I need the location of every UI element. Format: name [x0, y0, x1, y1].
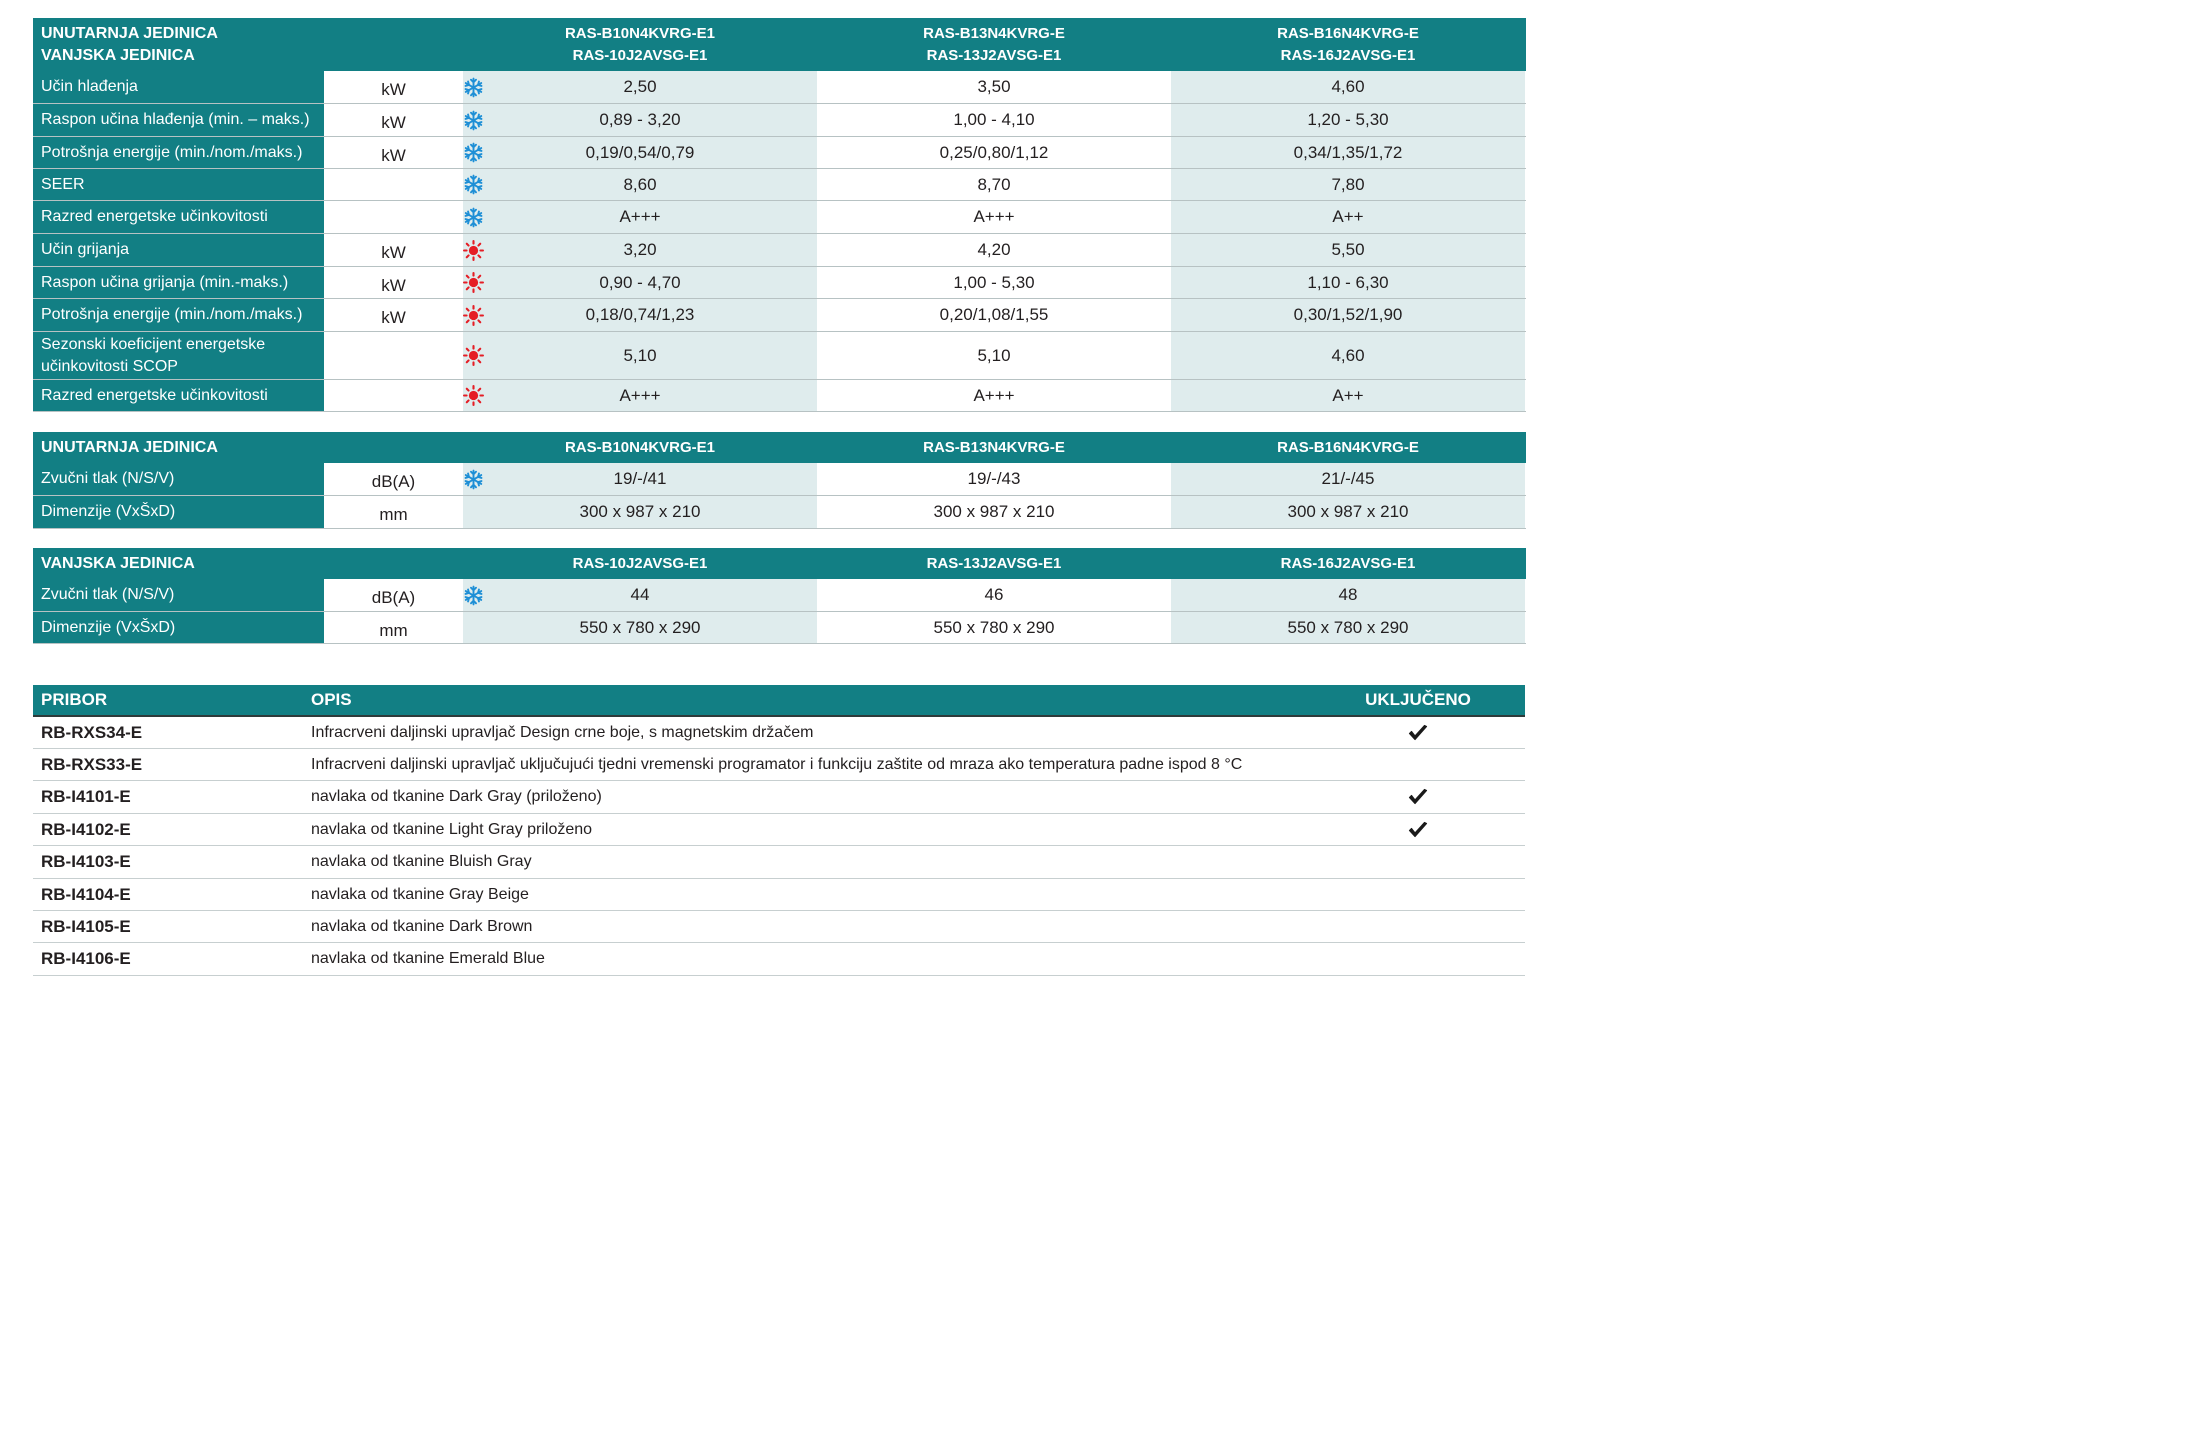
- spec-table-indoor: [33, 432, 1526, 529]
- spec-label: Dimenzije (VxŠxD): [33, 496, 324, 528]
- snowflake-icon: [463, 142, 484, 163]
- checkmark-icon: [1408, 724, 1428, 742]
- accessory-row: [33, 846, 1525, 879]
- spec-value: 0,25/0,80/1,12: [817, 137, 1171, 168]
- checkmark-icon: [1408, 821, 1428, 839]
- model-indoor: RAS-B13N4KVRG-E: [923, 24, 1065, 42]
- model-column-2: RAS-B13N4KVRG-E: [923, 438, 1065, 456]
- accessory-description: navlaka od tkanine Emerald Blue: [311, 950, 545, 967]
- model-column-3: [1171, 18, 1525, 71]
- spec-row: [33, 201, 1526, 234]
- spec-label: [33, 332, 324, 379]
- accessory-description: navlaka od tkanine Gray Beige: [311, 885, 529, 903]
- spec-unit: kW: [381, 145, 406, 165]
- spec-unit: kW: [381, 308, 406, 327]
- model-column-2: [817, 18, 1171, 71]
- accessory-code: RB-I4106-E: [41, 949, 131, 968]
- spec-value: 46: [817, 579, 1171, 611]
- model-column-2: RAS-13J2AVSG-E1: [926, 554, 1062, 572]
- spec-table-main-header: [33, 18, 1526, 71]
- checkmark-icon: [1408, 788, 1428, 806]
- spec-value: 44: [463, 579, 817, 611]
- spec-row: [33, 332, 1526, 380]
- spec-table-main: [33, 18, 1526, 412]
- spec-value: 0,89 - 3,20: [463, 104, 817, 136]
- spec-value: 0,19/0,54/0,79: [463, 137, 817, 168]
- snowflake-icon: [463, 469, 484, 490]
- header-indoor-label: UNUTARNJA JEDINICA: [41, 24, 218, 42]
- spec-label: Potrošnja energije (min./nom./maks.): [33, 137, 324, 168]
- spec-value: A+++: [817, 380, 1171, 411]
- spec-unit: [324, 380, 463, 411]
- spec-value: 1,00 - 5,30: [817, 267, 1171, 298]
- accessory-code: RB-I4101-E: [41, 787, 131, 806]
- spec-row: [33, 299, 1526, 332]
- accessories-desc-header: OPIS: [311, 690, 352, 709]
- spec-row: [33, 579, 1526, 612]
- spec-value: 300 x 987 x 210: [817, 496, 1171, 528]
- spec-label: Dimenzije (VxŠxD): [33, 612, 324, 643]
- spec-row: [33, 463, 1526, 496]
- accessory-description: Infracrveni daljinski upravljač uključujući tjedni vremenski programator i funkciju zaštite od mraza ako temperatura padne ispod 8 °C: [311, 755, 1243, 773]
- spec-value: 4,60: [1171, 332, 1525, 379]
- accessory-code: RB-RXS33-E: [41, 754, 143, 774]
- snowflake-icon: [463, 77, 484, 98]
- spec-value: A++: [1171, 201, 1525, 233]
- spec-unit: mm: [379, 505, 408, 524]
- spec-value: 1,20 - 5,30: [1171, 104, 1525, 136]
- spec-row: [33, 137, 1526, 169]
- spec-label: Razred energetske učinkovitosti: [33, 201, 324, 233]
- spec-label: Zvučni tlak (N/S/V): [33, 463, 324, 495]
- spec-unit: kW: [381, 243, 406, 262]
- model-outdoor: RAS-16J2AVSG-E1: [1280, 46, 1416, 64]
- spec-table-outdoor: [33, 548, 1526, 644]
- spec-label: SEER: [33, 169, 324, 200]
- spec-value: 5,10: [463, 332, 817, 379]
- accessory-row: [33, 911, 1525, 943]
- spec-value: 8,70: [817, 169, 1171, 200]
- spec-value: 550 x 780 x 290: [1171, 612, 1525, 643]
- accessory-included: [1311, 821, 1525, 839]
- spec-unit: [324, 201, 463, 233]
- spec-value: 2,50: [463, 71, 817, 103]
- spec-value: 0,90 - 4,70: [463, 267, 817, 298]
- accessory-description: navlaka od tkanine Dark Brown: [311, 917, 533, 935]
- spec-value: 4,60: [1171, 71, 1525, 103]
- spec-value: 7,80: [1171, 169, 1525, 200]
- accessories-included-header: UKLJUČENO: [1365, 690, 1471, 709]
- spec-value: A+++: [463, 380, 817, 411]
- spec-row: [33, 234, 1526, 267]
- spec-value: 300 x 987 x 210: [1171, 496, 1525, 528]
- spec-label-line: učinkovitosti SCOP: [41, 357, 178, 375]
- snowflake-icon: [463, 174, 484, 195]
- spec-value: 3,50: [817, 71, 1171, 103]
- model-column-1: RAS-B10N4KVRG-E1: [564, 438, 716, 456]
- spec-row: [33, 71, 1526, 104]
- spec-value: 1,00 - 4,10: [817, 104, 1171, 136]
- spec-value: 5,10: [817, 332, 1171, 379]
- spec-label: Potrošnja energije (min./nom./maks.): [33, 299, 324, 331]
- accessory-description: navlaka od tkanine Bluish Gray: [311, 853, 532, 870]
- spec-unit: [324, 169, 463, 200]
- accessory-included: [1311, 724, 1525, 742]
- spec-value: 0,20/1,08/1,55: [817, 299, 1171, 331]
- spec-value: 550 x 780 x 290: [463, 612, 817, 643]
- spec-value: 300 x 987 x 210: [463, 496, 817, 528]
- spec-row: [33, 267, 1526, 299]
- accessory-description: navlaka od tkanine Dark Gray (priloženo): [311, 788, 602, 805]
- model-column-3: RAS-B16N4KVRG-E: [1277, 438, 1419, 456]
- model-indoor: RAS-B10N4KVRG-E1: [564, 24, 716, 42]
- spec-value: 4,20: [817, 234, 1171, 266]
- spec-value: A+++: [817, 201, 1171, 233]
- model-outdoor: RAS-13J2AVSG-E1: [926, 46, 1062, 64]
- accessory-description: Infracrveni daljinski upravljač Design crne boje, s magnetskim držačem: [311, 723, 814, 741]
- accessory-code: RB-I4104-E: [41, 884, 131, 904]
- accessory-row: [33, 781, 1525, 814]
- spec-unit: dB(A): [371, 472, 416, 491]
- spec-label-line: Sezonski koeficijent energetske: [41, 335, 266, 353]
- accessory-code: RB-I4105-E: [41, 916, 131, 936]
- sun-icon: [463, 385, 484, 406]
- spec-row: [33, 169, 1526, 201]
- model-column-1: [463, 18, 817, 71]
- spec-unit: mm: [379, 620, 408, 640]
- snowflake-icon: [463, 110, 484, 131]
- spec-value: A+++: [463, 201, 817, 233]
- spec-value: 19/-/43: [817, 463, 1171, 495]
- accessory-code: RB-RXS34-E: [41, 722, 143, 742]
- spec-value: 0,30/1,52/1,90: [1171, 299, 1525, 331]
- sun-icon: [463, 272, 484, 293]
- spec-unit: kW: [381, 275, 406, 295]
- spec-unit: kW: [381, 80, 406, 99]
- snowflake-icon: [463, 207, 484, 228]
- spec-table-outdoor-header: [33, 548, 1526, 579]
- accessory-description: navlaka od tkanine Light Gray priloženo: [311, 820, 593, 838]
- spec-value: A++: [1171, 380, 1525, 411]
- spec-value: 48: [1171, 579, 1525, 611]
- accessory-included: [1311, 788, 1525, 806]
- spec-value: 0,18/0,74/1,23: [463, 299, 817, 331]
- spec-label: Raspon učina hlađenja (min. – maks.): [33, 104, 324, 136]
- spec-value: 8,60: [463, 169, 817, 200]
- accessory-row: [33, 943, 1525, 976]
- model-column-1: RAS-10J2AVSG-E1: [572, 554, 708, 572]
- accessory-code: RB-I4102-E: [41, 819, 131, 839]
- spec-value: 19/-/41: [463, 463, 817, 495]
- spec-value: 0,34/1,35/1,72: [1171, 137, 1525, 168]
- spec-unit: kW: [381, 113, 406, 132]
- spec-label: Zvučni tlak (N/S/V): [33, 579, 324, 611]
- spec-label: Učin hlađenja: [33, 71, 324, 103]
- spec-value: 550 x 780 x 290: [817, 612, 1171, 643]
- accessory-row: [33, 749, 1525, 781]
- spec-row: [33, 496, 1526, 529]
- spec-value: 3,20: [463, 234, 817, 266]
- accessory-row: [33, 879, 1525, 911]
- spec-unit: dB(A): [371, 588, 416, 607]
- accessory-code: RB-I4103-E: [41, 852, 131, 871]
- accessory-row: [33, 717, 1525, 749]
- sun-icon: [463, 345, 484, 366]
- sun-icon: [463, 305, 484, 326]
- spec-value: 21/-/45: [1171, 463, 1525, 495]
- spec-label: Razred energetske učinkovitosti: [33, 380, 324, 411]
- spec-row: [33, 104, 1526, 137]
- accessory-row: [33, 814, 1525, 846]
- spec-unit: [324, 332, 463, 379]
- sun-icon: [463, 240, 484, 261]
- model-indoor: RAS-B16N4KVRG-E: [1277, 24, 1419, 42]
- model-column-3: RAS-16J2AVSG-E1: [1280, 554, 1416, 572]
- spec-row: [33, 612, 1526, 644]
- header-indoor-label: UNUTARNJA JEDINICA: [41, 438, 218, 456]
- spec-label: Učin grijanja: [33, 234, 324, 266]
- accessories-header: [33, 685, 1525, 717]
- header-unit-labels: [33, 18, 463, 71]
- spec-value: 1,10 - 6,30: [1171, 267, 1525, 298]
- spec-table-indoor-header: [33, 432, 1526, 463]
- spec-value: 5,50: [1171, 234, 1525, 266]
- model-outdoor: RAS-10J2AVSG-E1: [572, 46, 708, 64]
- spec-label: Raspon učina grijanja (min.-maks.): [33, 267, 324, 298]
- header-outdoor-label: VANJSKA JEDINICA: [41, 554, 195, 572]
- header-outdoor-label: VANJSKA JEDINICA: [41, 46, 195, 64]
- snowflake-icon: [463, 585, 484, 606]
- accessories-code-header: PRIBOR: [41, 690, 108, 709]
- spec-row: [33, 380, 1526, 412]
